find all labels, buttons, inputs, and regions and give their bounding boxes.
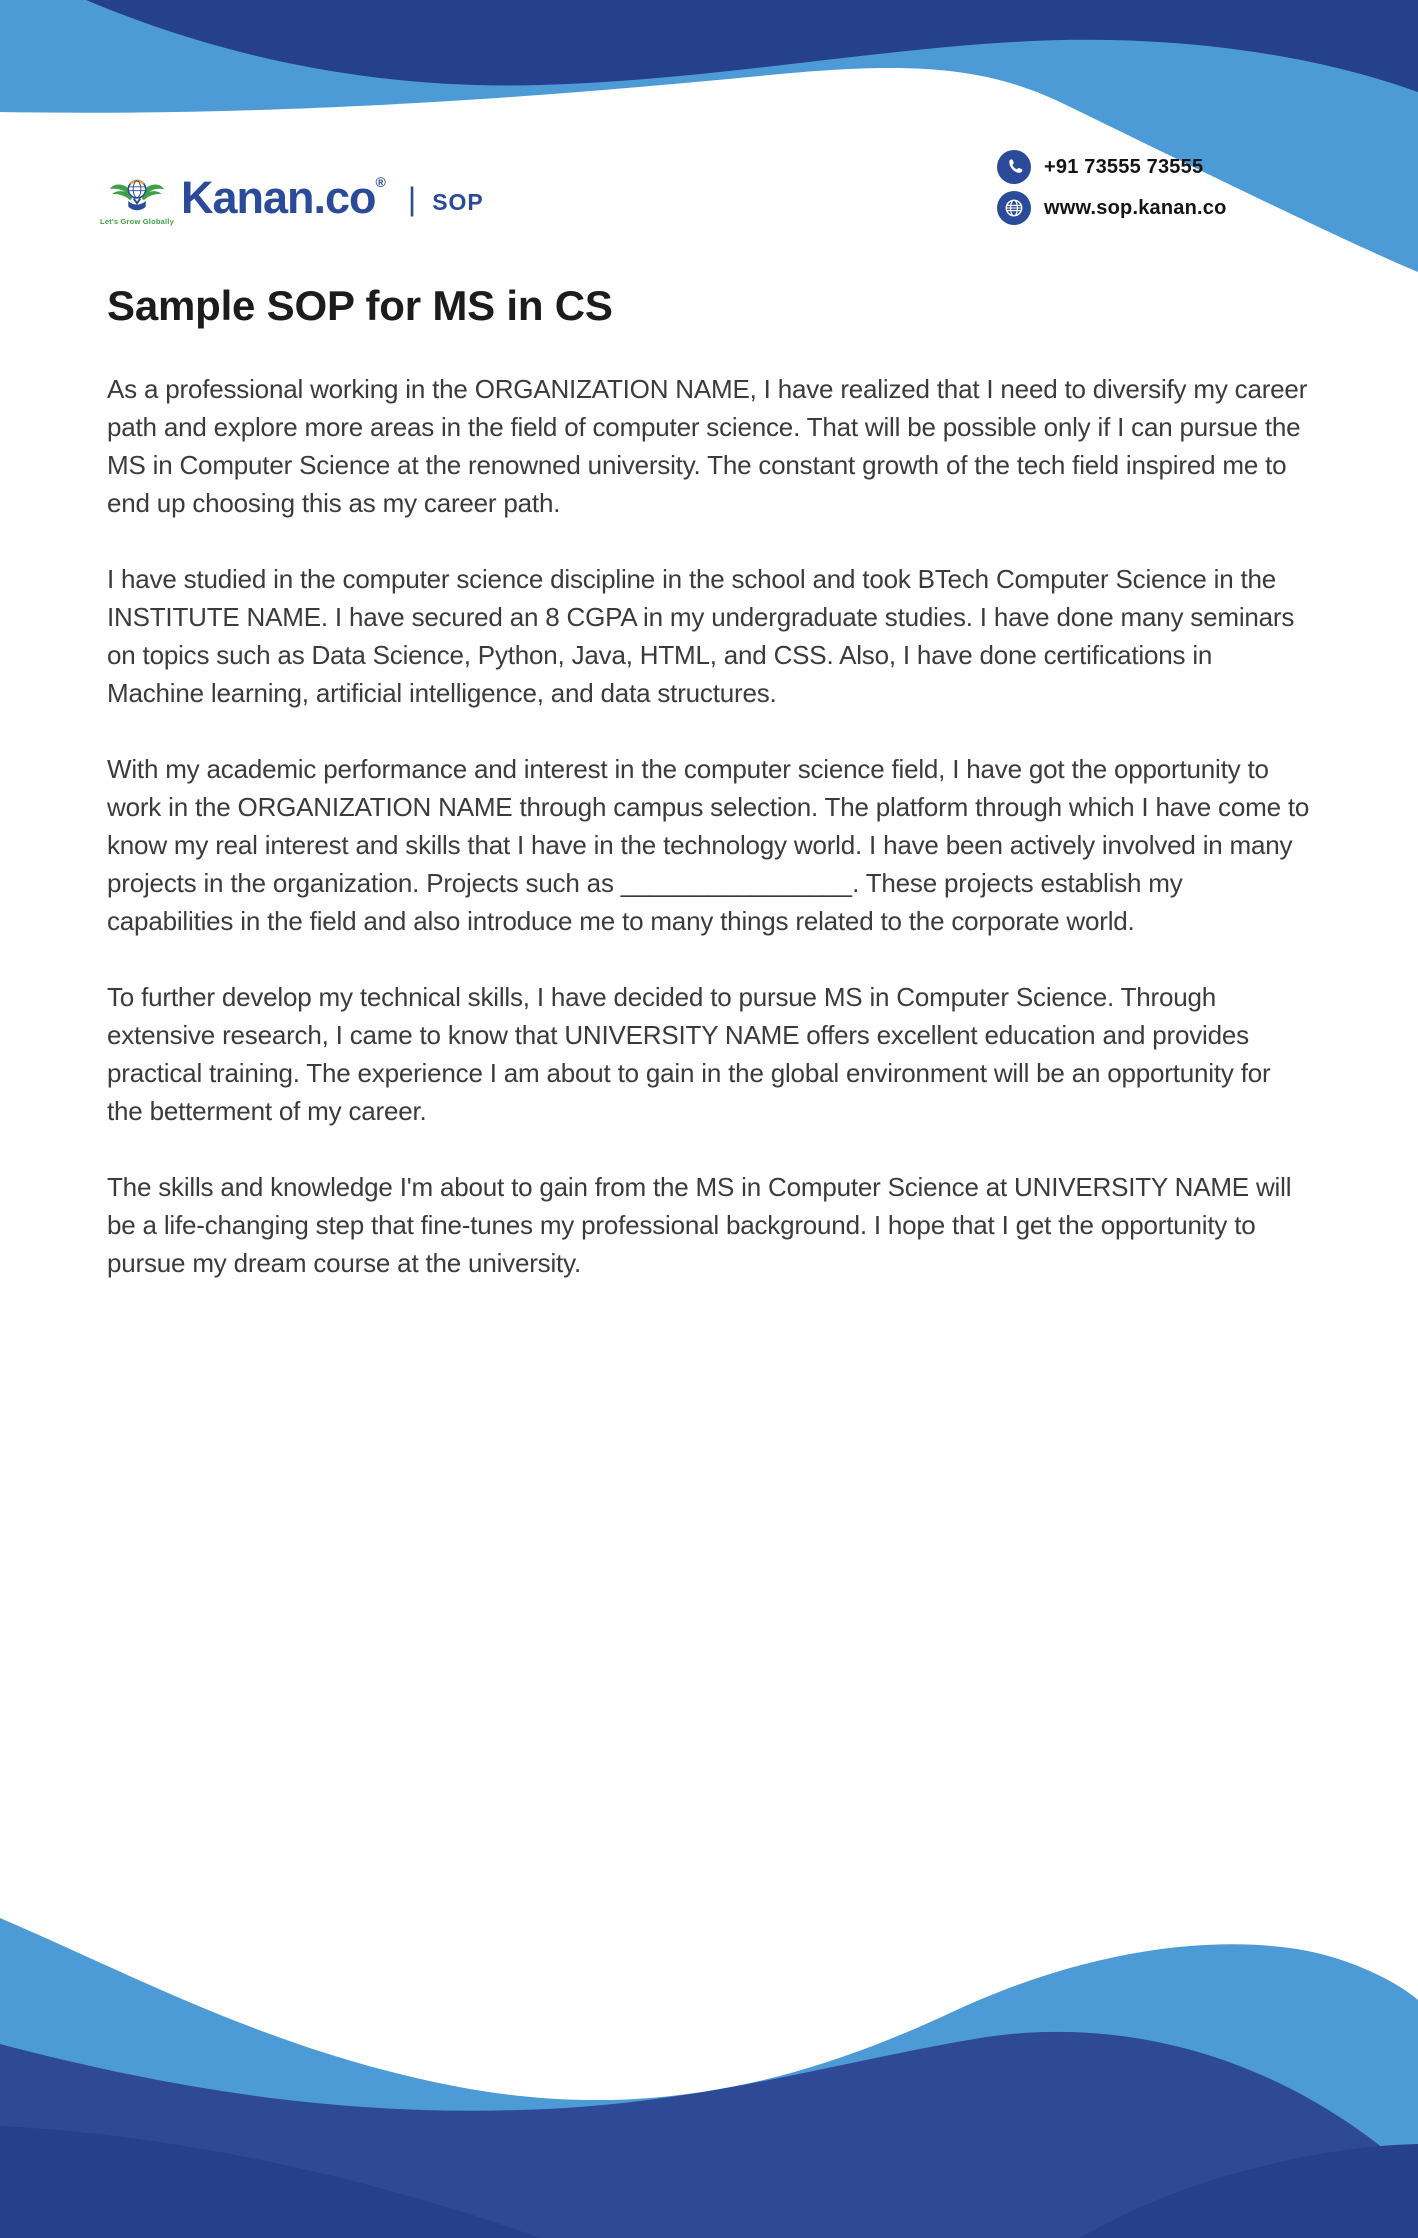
- brand-divider: |: [407, 181, 417, 217]
- contact-info: [997, 150, 1227, 225]
- paragraph-3-text-before: With my academic performance and interest in the computer science field, I have got the opportunity to work in the ORGANIZATION NAME through campus selection. The platform through which I have come to know my real interest and skills that I have in the technology world. I have been actively involved in many projects in the organization. Projects such as: [107, 754, 1310, 898]
- globe-wings-emblem-icon: [100, 176, 174, 226]
- page-title: Sample SOP for MS in CS: [107, 282, 613, 329]
- sop-paragraph-1: As a professional working in the ORGANIZATION NAME, I have realized that I need to diversify my career path and explore more areas in the field of computer science. That will be possible only if I can pursue the MS in Computer Science at the renowned university. The constant growth of the tech field inspired me to end up choosing this as my career path.: [107, 374, 1308, 518]
- sop-paragraph-4: To further develop my technical skills, I have decided to pursue MS in Computer Science. Through extensive research, I came to know that UNIVERSITY NAME offers excellent education and provides practical training. The experience I am about to gain in the global environment will be an opportunity for the betterment of my career.: [107, 982, 1271, 1126]
- brand-tagline: Let's Grow Globally: [100, 217, 174, 226]
- brand-product-label: SOP: [432, 188, 484, 215]
- sop-paragraph-3: [107, 750, 1313, 940]
- brand-logo: [100, 171, 484, 226]
- paragraph-3-text-after: . These projects establish my capabilities in the field and also introduce me to many things related to the corporate world.: [107, 868, 1183, 936]
- sop-paragraph-5: The skills and knowledge I'm about to gain from the MS in Computer Science at UNIVERSITY NAME will be a life-changing step that fine-tunes my professional background. I hope that I get the opportunity to pursue my dream course at the university.: [107, 1172, 1292, 1278]
- fill-in-blank: ________________: [620, 868, 853, 898]
- phone-icon: [997, 150, 1031, 184]
- phone-row: [997, 150, 1227, 184]
- phone-number: +91 73555 73555: [1044, 155, 1204, 178]
- brand-wordmark: Kanan.co®: [181, 171, 386, 223]
- sop-paragraph-2: I have studied in the computer science discipline in the school and took BTech Computer Science in the INSTITUTE NAME. I have secured an 8 CGPA in my undergraduate studies. I have done many seminars on topics such as Data Science, Python, Java, HTML, and CSS. Also, I have done certifications in Machine learning, artificial intelligence, and data structures.: [107, 564, 1295, 708]
- website-row: [997, 191, 1227, 225]
- globe-icon: [997, 191, 1031, 225]
- bottom-wave-decoration: [0, 1848, 1418, 2238]
- document-content: [107, 282, 1313, 1320]
- website-url: www.sop.kanan.co: [1044, 196, 1227, 219]
- brand-registered-mark: ®: [375, 173, 386, 190]
